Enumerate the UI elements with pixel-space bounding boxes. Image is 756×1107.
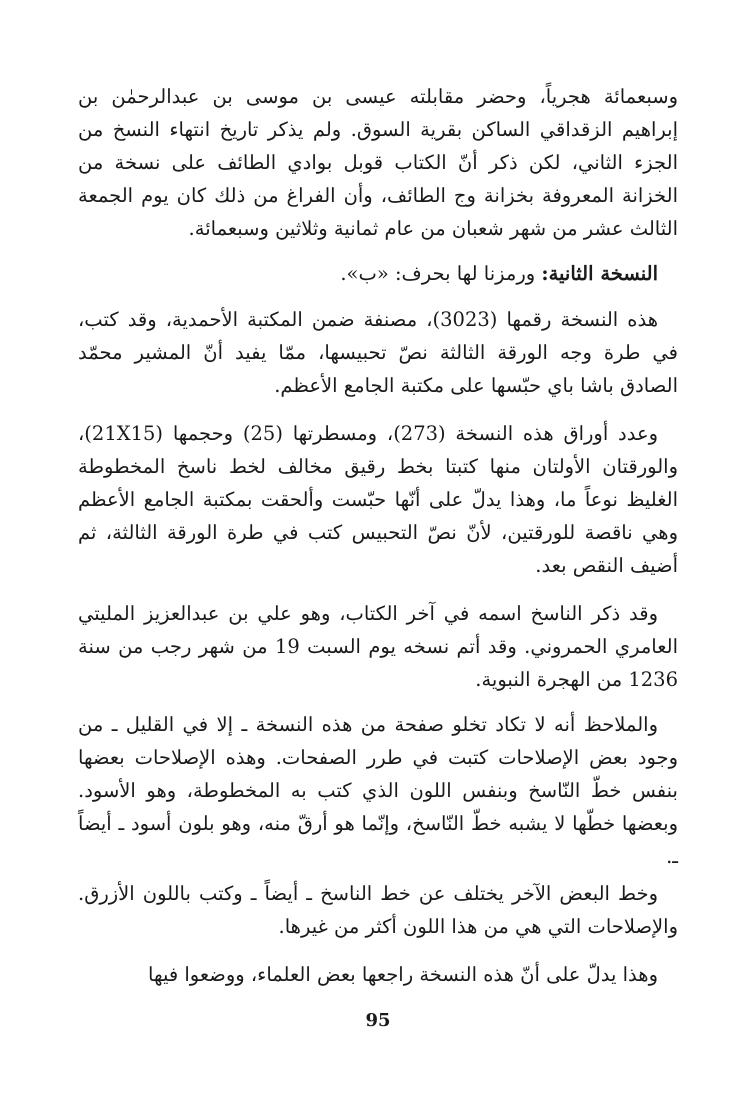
paragraph-3 <box>78 417 678 582</box>
paragraph-5-text: والملاحظ أنه لا تكاد تخلو صفحة من هذه النسخة ـ إلا في القليل ـ من وجود بعض الإصلاحات كتبت في طرر الصفحات. وهذه الإصلاحات بعضها بنفس خطّ النّاسخ وبنفس اللون الذي كتب به المخطوطة، وهو الأسود. وبعضها خطّها لا يشبه خطّ النّاسخ، وإنّما هو أرقّ منه، وهو بلون أسود ـ أيضاً ـ. <box>78 713 678 868</box>
second-copy-symbol-text: ورمزنا لها بحرف: «ب». <box>340 262 542 285</box>
paragraph-6 <box>78 877 678 943</box>
paragraph-5 <box>78 708 678 873</box>
paragraph-7-text: وهذا يدلّ على أنّ هذه النسخة راجعها بعض العلماء، ووضعوا فيها <box>148 963 658 986</box>
second-copy-heading: النسخة الثانية: <box>541 262 658 285</box>
paragraph-4 <box>78 597 678 696</box>
paragraph-2 <box>78 303 678 402</box>
second-copy-heading-line <box>78 257 678 290</box>
paragraph-2-text: هذه النسخة رقمها (3023)، مصنفة ضمن المكتبة الأحمدية، وقد كتب، في طرة وجه الورقة الثالثة نصّ تحبيسها، ممّا يفيد أنّ المشير محمّد الصادق باشا باي حبّسها على مكتبة الجامع الأعظم. <box>78 308 678 397</box>
paragraph-3-text: وعدد أوراق هذه النسخة (273)، ومسطرتها (25) وحجمها (21X15)، والورقتان الأولتان منها كتبتا بخط رقيق مخالف لخط ناسخ المخطوطة الغليظ نوعاً ما، وهذا يدلّ على أنّها حبّست وألحقت بمكتبة الجامع الأعظم وهي ناقصة للورقتين، لأنّ نصّ التحبيس كتب في طرة الورقة الثالثة، ثم أضيف النقص بعد. <box>78 422 678 577</box>
paragraph-7 <box>78 958 678 991</box>
page-number: 95 <box>365 1010 391 1031</box>
paragraph-1-text: وسبعمائة هجرياً، وحضر مقابلته عيسى بن موسى بن عبدالرحمٰن بن إبراهيم الزقداقي الساكن بقرية السوق. ولم يذكر تاريخ انتهاء النسخ من الجزء الثاني، لكن ذكر أنّ الكتاب قوبل بوادي الطائف على نسخة من الخزانة المعروفة بخزانة وج الطائف، وأن الفراغ من ذلك كان يوم الجمعة الثالث عشر من شهر شعبان من عام ثمانية وثلاثين وسبعمائة. <box>78 85 678 240</box>
paragraph-4-text: وقد ذكر الناسخ اسمه في آخر الكتاب، وهو علي بن عبدالعزيز المليتي العامري الحمروني. وقد أتم نسخه يوم السبت 19 من شهر رجب من سنة 1236 من الهجرة النبوية. <box>78 602 678 691</box>
paragraph-6-text: وخط البعض الآخر يختلف عن خط الناسخ ـ أيضاً ـ وكتب باللون الأزرق. والإصلاحات التي هي من هذا اللون أكثر من غيرها. <box>78 882 678 938</box>
paragraph-1 <box>78 80 678 245</box>
